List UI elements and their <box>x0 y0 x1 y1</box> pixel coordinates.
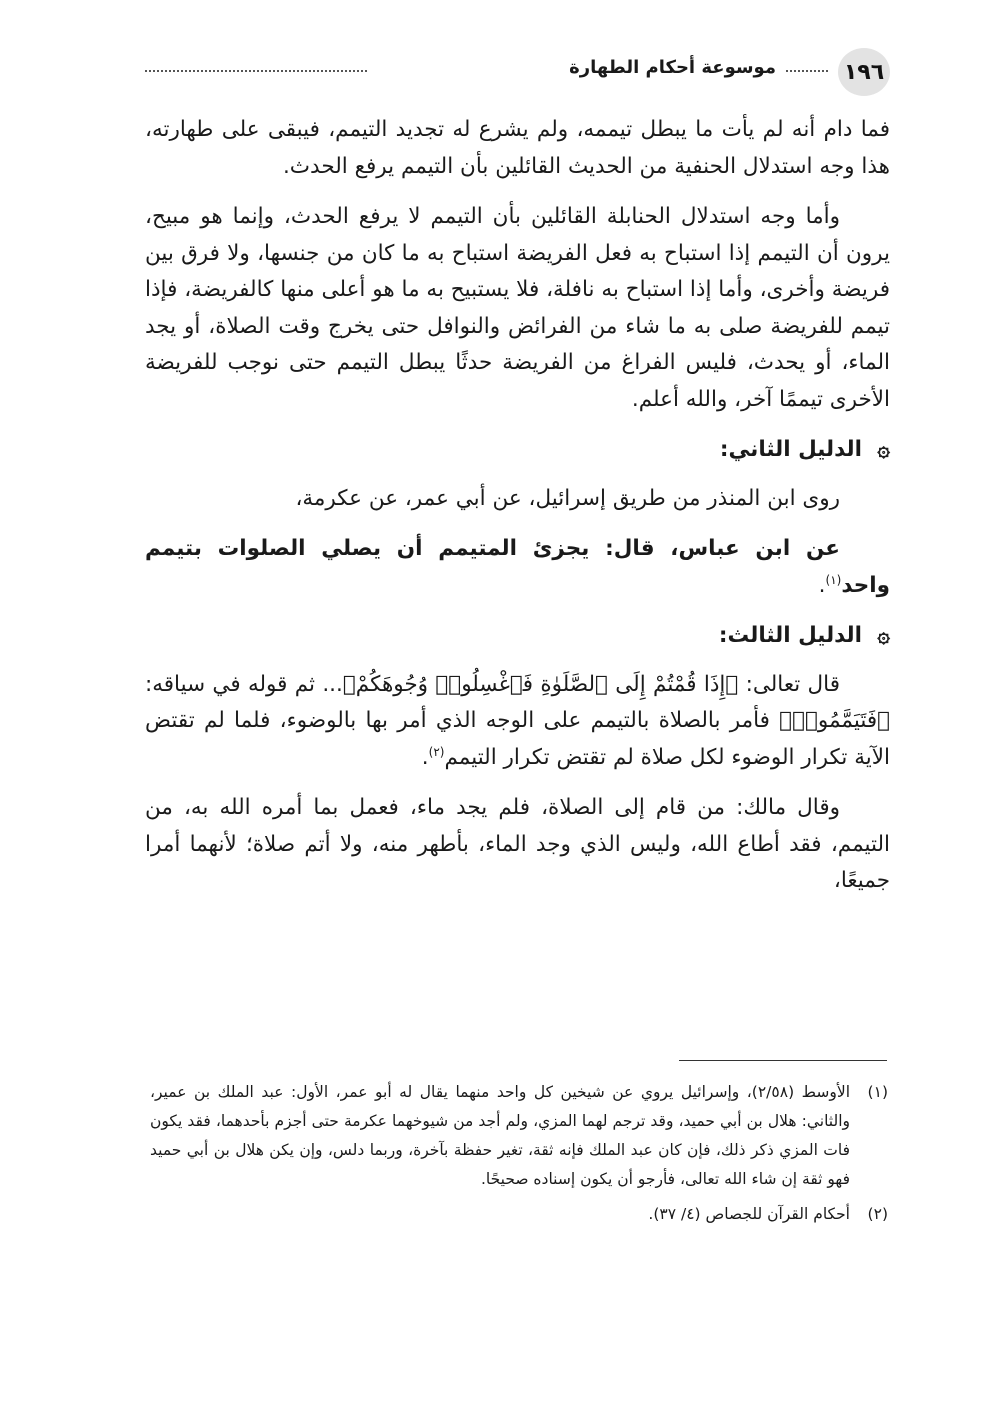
text-rest: فأمر بالصلاة بالتيمم على الوجه الذي أمر بها بالوضوء، فلما لم تقتض الآية تكرار الوضوء لكل صلاة لم تقتض تكرار التيمم <box>145 708 890 770</box>
paragraph-6: وقال مالك: من قام إلى الصلاة، فلم يجد ماء، فعمل بما أمره الله به، من التيمم، فقد أطاع الله، وليس الذي وجد الماء، بأطهر منه، ولا أتم صلاة؛ لأنهما أمرا جميعًا، <box>145 795 890 893</box>
header-dotted-rule-right <box>786 70 828 72</box>
section-heading-third-evidence <box>145 618 890 655</box>
footnote-separator <box>679 1060 887 1061</box>
paragraph-5 <box>145 667 890 777</box>
footnote-2 <box>150 1200 888 1229</box>
footnote-number: (١) <box>867 1083 888 1101</box>
text-mid: ... ثم قوله في سياقه: <box>145 671 343 697</box>
footnote-text: الأوسط (٢/٥٨)، وإسرائيل يروي عن شيخين كل واحد منهما يقال له أبو عمر، الأول: عبد الملك بن عمير، والثاني: هلال بن أبي حميد، وقد ترجم لهما المزي، ولم أجد من شيوخهما عكرمة حتى أجزم بأحدهما، فقد يكون فات المزي ذكر ذلك، فإن كان عبد الملك فإنه ثقة، تغير حفظة بآخرة، وربما دلس، وإن يكن هلال بن أبي حميد فهو ثقة إن شاء الله تعالى، فأرجو أن يكون إسناده صحيحًا. <box>150 1083 850 1188</box>
footnote-1 <box>150 1078 888 1194</box>
paragraph-4 <box>145 531 890 604</box>
period: . <box>421 744 429 770</box>
footnote-text: أحكام القرآن للجصاص (٤/ ٣٧). <box>648 1205 850 1223</box>
quran-verse-2: ﴿فَتَيَمَّمُوا۟﴾ <box>779 708 890 733</box>
section-heading-second-evidence <box>145 432 890 469</box>
footnote-ref-1[interactable]: (١) <box>825 572 842 587</box>
footnote-ref-2[interactable]: (٢) <box>428 744 445 759</box>
period: . <box>818 572 826 598</box>
page-header <box>145 48 890 96</box>
hadith-text: عن ابن عباس، قال: يجزئ المتيمم أن يصلي الصلوات بتيمم واحد <box>145 536 890 598</box>
heading-text: الدليل الثالث: <box>718 623 862 648</box>
ornament-icon: ۞ <box>877 623 890 648</box>
heading-text: الدليل الثاني: <box>719 437 862 462</box>
quran-verse-1: ﴿إِذَا قُمْتُمْ إِلَى ٱلصَّلَوٰةِ فَٱغْسِلُوا۟ وُجُوهَكُمْ﴾ <box>342 671 739 697</box>
main-text <box>145 112 890 914</box>
ornament-icon: ۞ <box>877 437 890 462</box>
page-number-badge: ١٩٦ <box>838 48 890 96</box>
footnote-number: (٢) <box>867 1205 888 1223</box>
footnotes <box>150 1078 888 1235</box>
header-dotted-rule-left <box>145 70 367 72</box>
book-title: موسوعة أحكام الطهارة <box>569 57 776 78</box>
paragraph-3: روى ابن المنذر من طريق إسرائيل، عن أبي عمر، عن عكرمة، <box>295 485 840 511</box>
paragraph-2: وأما وجه استدلال الحنابلة القائلين بأن التيمم لا يرفع الحدث، وإنما هو مبيح، يرون أن التيمم إذا استباح به فعل الفريضة استباح به ما كان من جنسها، ولا فرق بين فريضة وأخرى، وأما إذا استباح به نافلة، فلا يستبيح به ما هو أعلى منها كالفريضة، فإذا تيمم للفريضة صلى به ما شاء من الفرائض والنوافل حتى يخرج وقت الصلاة، أو يجد الماء، أو يحدث، فليس الفراغ من الفريضة حدثًا يبطل التيمم حتى نوجب للفريضة الأخرى تيممًا آخر، والله أعلم. <box>145 204 890 412</box>
text-start: قال تعالى: <box>738 671 840 697</box>
paragraph-1: فما دام أنه لم يأت ما يبطل تيممه، ولم يشرع له تجديد التيمم، فيبقى على طهارته، هذا وجه استدلال الحنفية من الحديث القائلين بأن التيمم يرفع الحدث. <box>145 117 890 179</box>
